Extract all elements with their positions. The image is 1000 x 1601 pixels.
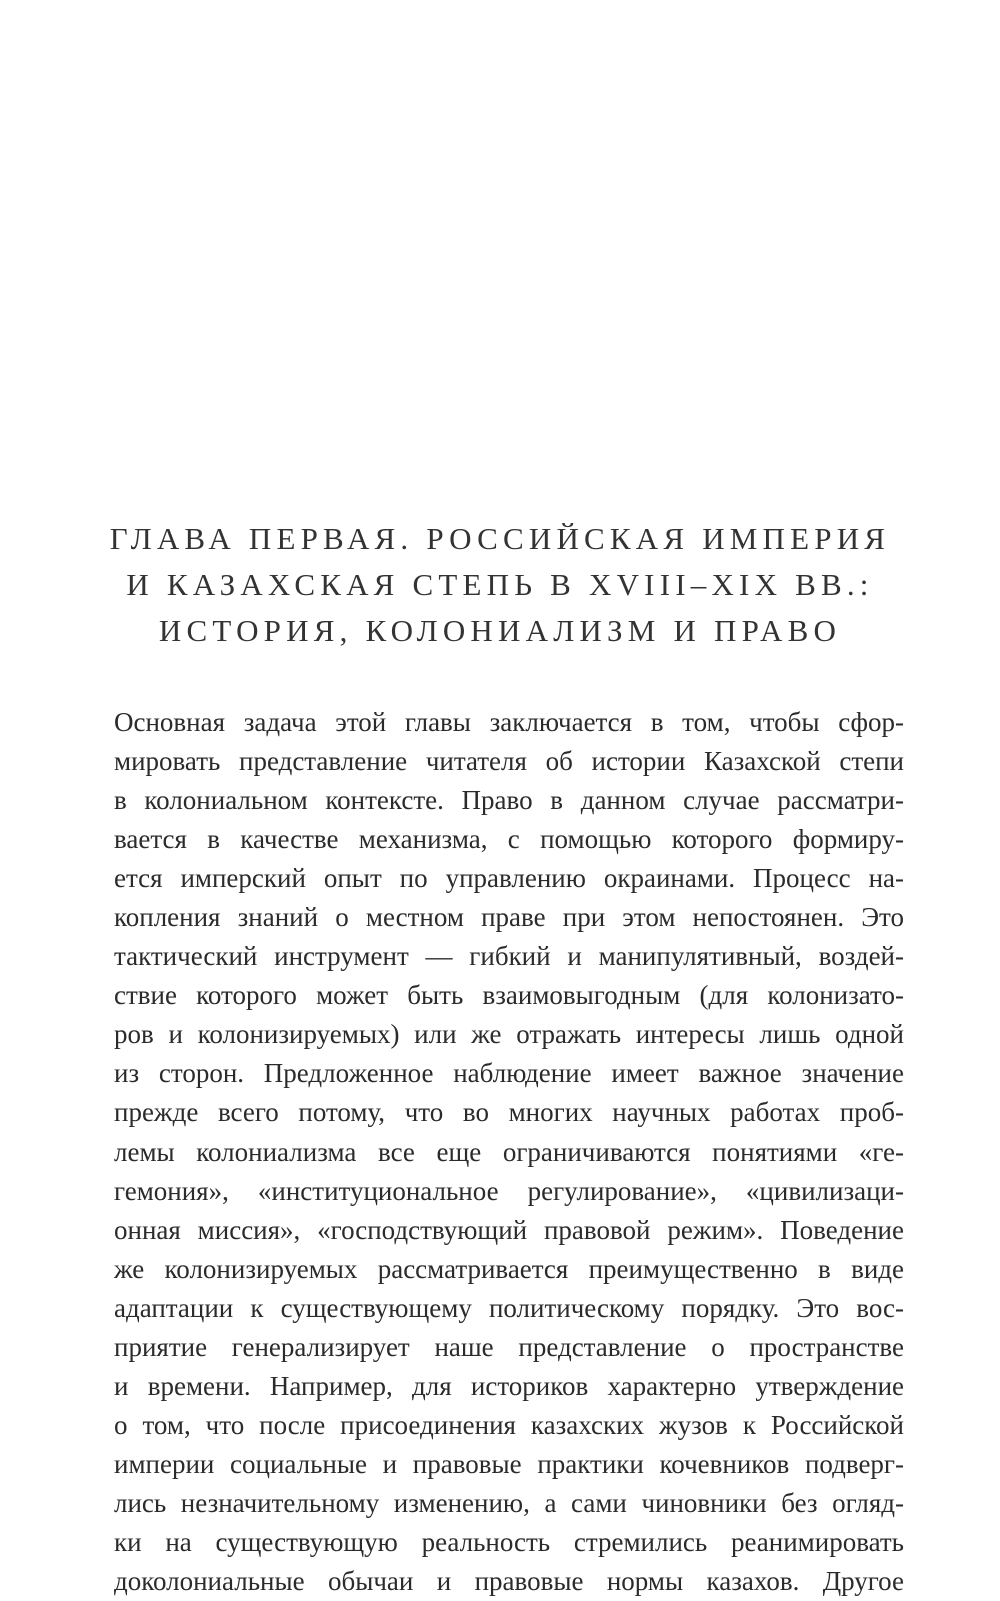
text-line: в колониальном контексте. Право в данном случае рассматри- bbox=[114, 785, 904, 816]
text-line: ствие которого может быть взаимовыгодным (для колонизато- bbox=[114, 980, 904, 1011]
text-line: ется имперский опыт по управлению окраинами. Процесс на- bbox=[114, 863, 904, 894]
text-line: лись незначительному изменению, а сами чиновники без огляд- bbox=[114, 1487, 904, 1518]
text-line: вается в качестве механизма, с помощью которого формиру- bbox=[114, 824, 904, 855]
chapter-title-line: ГЛАВА ПЕРВАЯ. РОССИЙСКАЯ ИМПЕРИЯ bbox=[109, 521, 891, 556]
text-line: и времени. Например, для историков характерно утверждение bbox=[114, 1370, 904, 1401]
text-line: ки на существующую реальность стремились реанимировать bbox=[114, 1526, 904, 1557]
text-line: копления знаний о местном праве при этом непостоянен. Это bbox=[114, 902, 904, 933]
text-line: онная миссия», «господствующий правовой режим». Поведение bbox=[114, 1214, 904, 1245]
text-line: же колонизируемых рассматривается преимущественно в виде bbox=[114, 1253, 904, 1284]
text-line: мировать представление читателя об истории Казахской степи bbox=[114, 746, 904, 777]
text-line: лемы колониализма все еще ограничиваются понятиями «ге- bbox=[114, 1136, 904, 1167]
chapter-title-line: И КАЗАХСКАЯ СТЕПЬ В XVIII–XIX ВВ.: bbox=[126, 567, 874, 602]
text-line: ров и колонизируемых) или же отражать интересы лишь одной bbox=[114, 1019, 904, 1050]
text-line: Основная задача этой главы заключается в том, чтобы сфор- bbox=[114, 707, 904, 737]
text-line: доколониальные обычаи и правовые нормы казахов. Другое bbox=[114, 1566, 904, 1597]
text-line: гемония», «институциональное регулирование», «цивилизаци- bbox=[114, 1175, 904, 1206]
chapter-title-line: ИСТОРИЯ, КОЛОНИАЛИЗМ И ПРАВО bbox=[158, 613, 842, 648]
text-line: прежде всего потому, что во многих научных работах проб- bbox=[114, 1097, 904, 1128]
text-line: адаптации к существующему политическому порядку. Это вос- bbox=[114, 1292, 904, 1323]
chapter-title bbox=[100, 516, 900, 654]
text-line: тактический инструмент — гибкий и манипулятивный, воздей- bbox=[114, 941, 904, 972]
text-line: империи социальные и правовые практики кочевников подверг- bbox=[114, 1448, 904, 1479]
body-paragraph bbox=[114, 703, 904, 1601]
text-line: о том, что после присоединения казахских жузов к Российской bbox=[114, 1409, 904, 1440]
text-line: из сторон. Предложенное наблюдение имеет важное значение bbox=[114, 1058, 904, 1089]
text-line: приятие генерализирует наше представление о пространстве bbox=[114, 1331, 904, 1362]
